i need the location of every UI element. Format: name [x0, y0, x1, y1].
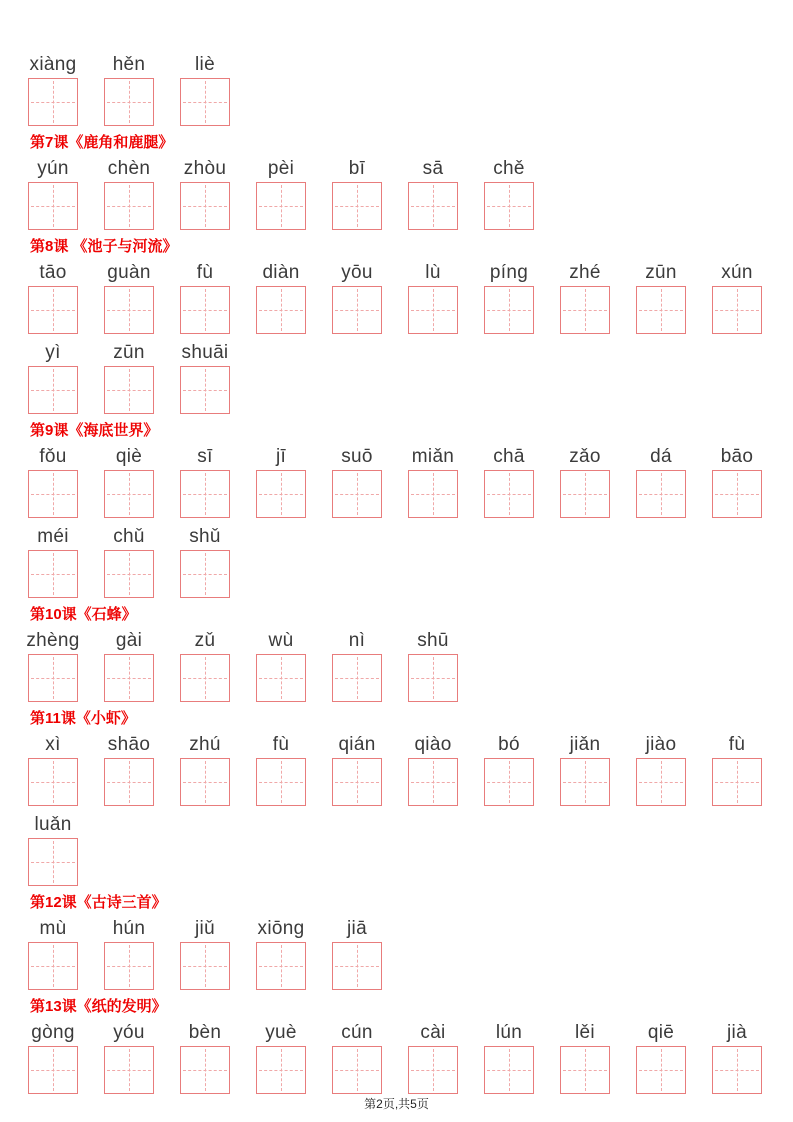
character-cell	[180, 918, 230, 990]
character-cell	[332, 630, 382, 702]
character-cell	[256, 918, 306, 990]
writing-grid-box	[332, 470, 382, 518]
pinyin-label: xiàng	[29, 54, 77, 75]
pinyin-row	[28, 158, 773, 230]
pinyin-label: méi	[37, 526, 69, 547]
writing-grid-box	[28, 942, 78, 990]
pinyin-label: shǔ	[189, 526, 221, 547]
pinyin-label: sī	[197, 446, 213, 467]
writing-grid-box	[408, 758, 458, 806]
page-number-footer: 第2页,共5页	[364, 1097, 429, 1111]
pinyin-row	[28, 342, 773, 414]
character-cell	[180, 630, 230, 702]
character-cell	[408, 734, 458, 806]
grid-center-horizontal-line	[715, 1070, 759, 1071]
writing-grid-box	[712, 1046, 762, 1094]
character-cell	[712, 446, 762, 518]
grid-center-horizontal-line	[183, 782, 227, 783]
lesson-header: 第12课《古诗三首》	[30, 894, 167, 911]
character-cell	[28, 814, 78, 886]
pinyin-label: yì	[45, 342, 61, 363]
character-cell	[408, 630, 458, 702]
grid-center-horizontal-line	[715, 782, 759, 783]
character-cell	[104, 446, 154, 518]
pinyin-label: bī	[348, 158, 366, 179]
writing-grid-box	[332, 758, 382, 806]
grid-center-horizontal-line	[259, 966, 303, 967]
writing-grid-box	[256, 942, 306, 990]
writing-grid-box	[180, 758, 230, 806]
pinyin-label: jī	[275, 446, 287, 467]
grid-center-horizontal-line	[107, 310, 151, 311]
pinyin-label: dá	[650, 446, 672, 467]
pinyin-label: gài	[115, 630, 143, 651]
writing-grid-box	[256, 654, 306, 702]
character-cell	[104, 526, 154, 598]
writing-grid-box	[180, 550, 230, 598]
character-cell	[180, 446, 230, 518]
grid-center-horizontal-line	[183, 206, 227, 207]
grid-center-horizontal-line	[107, 102, 151, 103]
writing-grid-box	[484, 758, 534, 806]
writing-grid-box	[484, 470, 534, 518]
writing-grid-box	[180, 366, 230, 414]
pinyin-label: diàn	[262, 262, 300, 283]
writing-grid-box	[256, 1046, 306, 1094]
character-cell	[104, 1022, 154, 1094]
grid-center-horizontal-line	[183, 574, 227, 575]
pinyin-row	[28, 918, 773, 990]
grid-center-horizontal-line	[107, 678, 151, 679]
pinyin-label: gòng	[31, 1022, 75, 1043]
grid-center-horizontal-line	[335, 966, 379, 967]
writing-grid-box	[332, 182, 382, 230]
writing-grid-box	[180, 942, 230, 990]
pinyin-row	[28, 734, 773, 806]
pinyin-label: liè	[195, 54, 215, 75]
writing-grid-box	[28, 550, 78, 598]
character-cell	[484, 262, 534, 334]
grid-center-horizontal-line	[31, 574, 75, 575]
character-cell	[28, 262, 78, 334]
grid-center-horizontal-line	[31, 310, 75, 311]
writing-grid-box	[560, 286, 610, 334]
writing-grid-box	[408, 470, 458, 518]
writing-grid-box	[28, 758, 78, 806]
writing-grid-box	[560, 758, 610, 806]
writing-grid-box	[484, 1046, 534, 1094]
character-cell	[636, 734, 686, 806]
pinyin-label: lěi	[575, 1022, 595, 1043]
writing-grid-box	[560, 470, 610, 518]
pinyin-label: bāo	[720, 446, 754, 467]
pinyin-label: shāo	[107, 734, 151, 755]
grid-center-horizontal-line	[411, 310, 455, 311]
pinyin-label: jià	[727, 1022, 747, 1043]
pinyin-label: qiào	[414, 734, 452, 755]
writing-grid-box	[104, 758, 154, 806]
grid-center-horizontal-line	[563, 782, 607, 783]
character-cell	[256, 1022, 306, 1094]
character-cell	[28, 342, 78, 414]
grid-center-horizontal-line	[31, 1070, 75, 1071]
grid-center-horizontal-line	[31, 966, 75, 967]
character-cell	[104, 158, 154, 230]
pinyin-label: zhòu	[183, 158, 227, 179]
writing-grid-box	[28, 286, 78, 334]
writing-grid-box	[712, 758, 762, 806]
pinyin-label: hún	[112, 918, 146, 939]
pinyin-label: guàn	[107, 262, 151, 283]
grid-center-horizontal-line	[259, 310, 303, 311]
grid-center-horizontal-line	[107, 494, 151, 495]
grid-center-horizontal-line	[411, 1070, 455, 1071]
character-cell	[256, 630, 306, 702]
pinyin-row	[28, 1022, 773, 1094]
lesson-header: 第11课《小虾》	[30, 710, 136, 727]
pinyin-row	[28, 446, 773, 518]
grid-center-horizontal-line	[31, 678, 75, 679]
pinyin-label: fù	[272, 734, 290, 755]
writing-grid-box	[104, 286, 154, 334]
character-cell	[28, 526, 78, 598]
character-cell	[484, 1022, 534, 1094]
pinyin-label: zhú	[189, 734, 221, 755]
pinyin-label: yuè	[265, 1022, 297, 1043]
pinyin-label: wù	[268, 630, 294, 651]
pinyin-label: bèn	[188, 1022, 222, 1043]
character-cell	[180, 342, 230, 414]
pinyin-label: tāo	[39, 262, 67, 283]
pinyin-label: chā	[493, 446, 525, 467]
grid-center-horizontal-line	[259, 494, 303, 495]
writing-grid-box	[636, 286, 686, 334]
character-cell	[104, 734, 154, 806]
character-cell	[256, 446, 306, 518]
pinyin-label: zūn	[113, 342, 145, 363]
character-cell	[180, 158, 230, 230]
character-cell	[28, 158, 78, 230]
writing-grid-box	[180, 286, 230, 334]
character-cell	[408, 1022, 458, 1094]
grid-center-horizontal-line	[639, 310, 683, 311]
character-cell	[484, 158, 534, 230]
writing-grid-box	[256, 182, 306, 230]
grid-center-horizontal-line	[335, 310, 379, 311]
character-cell	[104, 342, 154, 414]
character-cell	[28, 54, 78, 126]
grid-center-horizontal-line	[31, 390, 75, 391]
character-cell	[332, 262, 382, 334]
pinyin-label: chě	[493, 158, 525, 179]
grid-center-horizontal-line	[107, 574, 151, 575]
writing-grid-box	[636, 470, 686, 518]
grid-center-horizontal-line	[411, 494, 455, 495]
pinyin-label: zǎo	[569, 446, 601, 467]
writing-grid-box	[408, 1046, 458, 1094]
pinyin-label: sā	[422, 158, 444, 179]
character-cell	[408, 262, 458, 334]
grid-center-horizontal-line	[183, 102, 227, 103]
writing-grid-box	[332, 286, 382, 334]
writing-grid-box	[28, 366, 78, 414]
character-cell	[332, 1022, 382, 1094]
worksheet-body	[28, 54, 773, 1102]
lesson-header: 第8课 《池子与河流》	[30, 238, 178, 255]
pinyin-label: pèi	[267, 158, 295, 179]
pinyin-label: fù	[728, 734, 746, 755]
grid-center-horizontal-line	[107, 206, 151, 207]
writing-grid-box	[104, 942, 154, 990]
pinyin-label: shuāi	[181, 342, 229, 363]
grid-center-horizontal-line	[487, 782, 531, 783]
grid-center-horizontal-line	[107, 390, 151, 391]
character-cell	[484, 734, 534, 806]
pinyin-label: qiè	[115, 446, 143, 467]
writing-grid-box	[408, 286, 458, 334]
character-cell	[408, 446, 458, 518]
character-cell	[636, 1022, 686, 1094]
character-cell	[28, 630, 78, 702]
writing-grid-box	[636, 758, 686, 806]
character-cell	[332, 734, 382, 806]
writing-grid-box	[408, 182, 458, 230]
character-cell	[712, 1022, 762, 1094]
pinyin-label: shū	[417, 630, 449, 651]
pinyin-label: nì	[348, 630, 366, 651]
character-cell	[104, 54, 154, 126]
character-cell	[104, 918, 154, 990]
character-cell	[560, 1022, 610, 1094]
pinyin-row	[28, 54, 773, 126]
grid-center-horizontal-line	[183, 966, 227, 967]
character-cell	[712, 262, 762, 334]
pinyin-label: jiǔ	[195, 918, 215, 939]
pinyin-row	[28, 262, 773, 334]
grid-center-horizontal-line	[183, 390, 227, 391]
grid-center-horizontal-line	[715, 494, 759, 495]
grid-center-horizontal-line	[715, 310, 759, 311]
grid-center-horizontal-line	[487, 206, 531, 207]
writing-grid-box	[104, 654, 154, 702]
character-cell	[332, 446, 382, 518]
character-cell	[28, 1022, 78, 1094]
character-cell	[180, 734, 230, 806]
grid-center-horizontal-line	[107, 966, 151, 967]
grid-center-horizontal-line	[639, 782, 683, 783]
writing-grid-box	[712, 470, 762, 518]
pinyin-label: zǔ	[194, 630, 216, 651]
writing-grid-box	[28, 654, 78, 702]
pinyin-label: xiōng	[257, 918, 305, 939]
pinyin-label: yóu	[113, 1022, 145, 1043]
grid-center-horizontal-line	[259, 678, 303, 679]
pinyin-label: fù	[196, 262, 214, 283]
writing-grid-box	[636, 1046, 686, 1094]
grid-center-horizontal-line	[107, 1070, 151, 1071]
grid-center-horizontal-line	[183, 494, 227, 495]
character-cell	[636, 446, 686, 518]
pinyin-row	[28, 526, 773, 598]
pinyin-label: mù	[39, 918, 67, 939]
writing-grid-box	[28, 1046, 78, 1094]
writing-grid-box	[104, 78, 154, 126]
grid-center-horizontal-line	[31, 206, 75, 207]
grid-center-horizontal-line	[411, 206, 455, 207]
pinyin-label: yōu	[341, 262, 373, 283]
pinyin-label: qiē	[647, 1022, 675, 1043]
character-cell	[256, 262, 306, 334]
pinyin-label: xún	[721, 262, 753, 283]
character-cell	[332, 918, 382, 990]
writing-grid-box	[256, 470, 306, 518]
character-cell	[560, 734, 610, 806]
pinyin-label: jiǎn	[569, 734, 601, 755]
grid-center-horizontal-line	[31, 782, 75, 783]
grid-center-horizontal-line	[259, 1070, 303, 1071]
character-cell	[104, 630, 154, 702]
character-cell	[560, 446, 610, 518]
writing-grid-box	[712, 286, 762, 334]
grid-center-horizontal-line	[31, 494, 75, 495]
grid-center-horizontal-line	[335, 678, 379, 679]
writing-grid-box	[180, 78, 230, 126]
writing-grid-box	[180, 1046, 230, 1094]
character-cell	[636, 262, 686, 334]
writing-grid-box	[560, 1046, 610, 1094]
writing-grid-box	[28, 470, 78, 518]
writing-grid-box	[256, 286, 306, 334]
character-cell	[408, 158, 458, 230]
pinyin-label: cún	[341, 1022, 373, 1043]
writing-grid-box	[104, 182, 154, 230]
pinyin-label: suō	[341, 446, 373, 467]
grid-center-horizontal-line	[411, 678, 455, 679]
writing-grid-box	[180, 182, 230, 230]
writing-grid-box	[104, 1046, 154, 1094]
pinyin-label: zūn	[645, 262, 677, 283]
pinyin-label: hěn	[112, 54, 146, 75]
pinyin-row	[28, 814, 773, 886]
pinyin-label: jiā	[347, 918, 367, 939]
writing-grid-box	[28, 78, 78, 126]
character-cell	[28, 734, 78, 806]
writing-grid-box	[332, 942, 382, 990]
writing-grid-box	[180, 470, 230, 518]
lesson-header: 第13课《纸的发明》	[30, 998, 167, 1015]
writing-grid-box	[28, 182, 78, 230]
character-cell	[28, 918, 78, 990]
grid-center-horizontal-line	[563, 310, 607, 311]
grid-center-horizontal-line	[183, 1070, 227, 1071]
writing-grid-box	[332, 1046, 382, 1094]
pinyin-label: jiào	[645, 734, 677, 755]
character-cell	[256, 158, 306, 230]
pinyin-label: chèn	[107, 158, 151, 179]
pinyin-label: bó	[498, 734, 520, 755]
pinyin-label: xì	[45, 734, 61, 755]
grid-center-horizontal-line	[335, 782, 379, 783]
character-cell	[484, 446, 534, 518]
grid-center-horizontal-line	[107, 782, 151, 783]
pinyin-label: qián	[338, 734, 376, 755]
writing-grid-box	[104, 366, 154, 414]
grid-center-horizontal-line	[31, 862, 75, 863]
writing-grid-box	[408, 654, 458, 702]
character-cell	[28, 446, 78, 518]
grid-center-horizontal-line	[487, 494, 531, 495]
pinyin-row	[28, 630, 773, 702]
grid-center-horizontal-line	[563, 1070, 607, 1071]
pinyin-label: píng	[489, 262, 529, 283]
character-cell	[104, 262, 154, 334]
grid-center-horizontal-line	[335, 1070, 379, 1071]
character-cell	[180, 526, 230, 598]
grid-center-horizontal-line	[639, 1070, 683, 1071]
pinyin-label: lún	[495, 1022, 523, 1043]
pinyin-label: zhèng	[26, 630, 80, 651]
character-cell	[712, 734, 762, 806]
grid-center-horizontal-line	[259, 782, 303, 783]
pinyin-label: miǎn	[411, 446, 455, 467]
pinyin-label: zhé	[569, 262, 601, 283]
character-cell	[560, 262, 610, 334]
writing-grid-box	[180, 654, 230, 702]
character-cell	[180, 262, 230, 334]
pinyin-label: luǎn	[34, 814, 72, 835]
writing-grid-box	[104, 550, 154, 598]
writing-grid-box	[256, 758, 306, 806]
writing-grid-box	[104, 470, 154, 518]
pinyin-label: cài	[420, 1022, 446, 1043]
pinyin-label: yún	[37, 158, 69, 179]
character-cell	[180, 54, 230, 126]
writing-grid-box	[484, 182, 534, 230]
lesson-header: 第9课《海底世界》	[30, 422, 159, 439]
grid-center-horizontal-line	[335, 494, 379, 495]
writing-grid-box	[332, 654, 382, 702]
grid-center-horizontal-line	[639, 494, 683, 495]
lesson-header: 第10课《石蜂》	[30, 606, 137, 623]
pinyin-label: chǔ	[113, 526, 145, 547]
grid-center-horizontal-line	[31, 102, 75, 103]
grid-center-horizontal-line	[411, 782, 455, 783]
grid-center-horizontal-line	[335, 206, 379, 207]
character-cell	[256, 734, 306, 806]
writing-grid-box	[484, 286, 534, 334]
grid-center-horizontal-line	[183, 678, 227, 679]
grid-center-horizontal-line	[487, 310, 531, 311]
lesson-header: 第7课《鹿角和鹿腿》	[30, 134, 174, 151]
grid-center-horizontal-line	[183, 310, 227, 311]
grid-center-horizontal-line	[563, 494, 607, 495]
pinyin-label: lù	[425, 262, 441, 283]
writing-grid-box	[28, 838, 78, 886]
character-cell	[180, 1022, 230, 1094]
grid-center-horizontal-line	[487, 1070, 531, 1071]
pinyin-label: fǒu	[39, 446, 67, 467]
character-cell	[332, 158, 382, 230]
grid-center-horizontal-line	[259, 206, 303, 207]
